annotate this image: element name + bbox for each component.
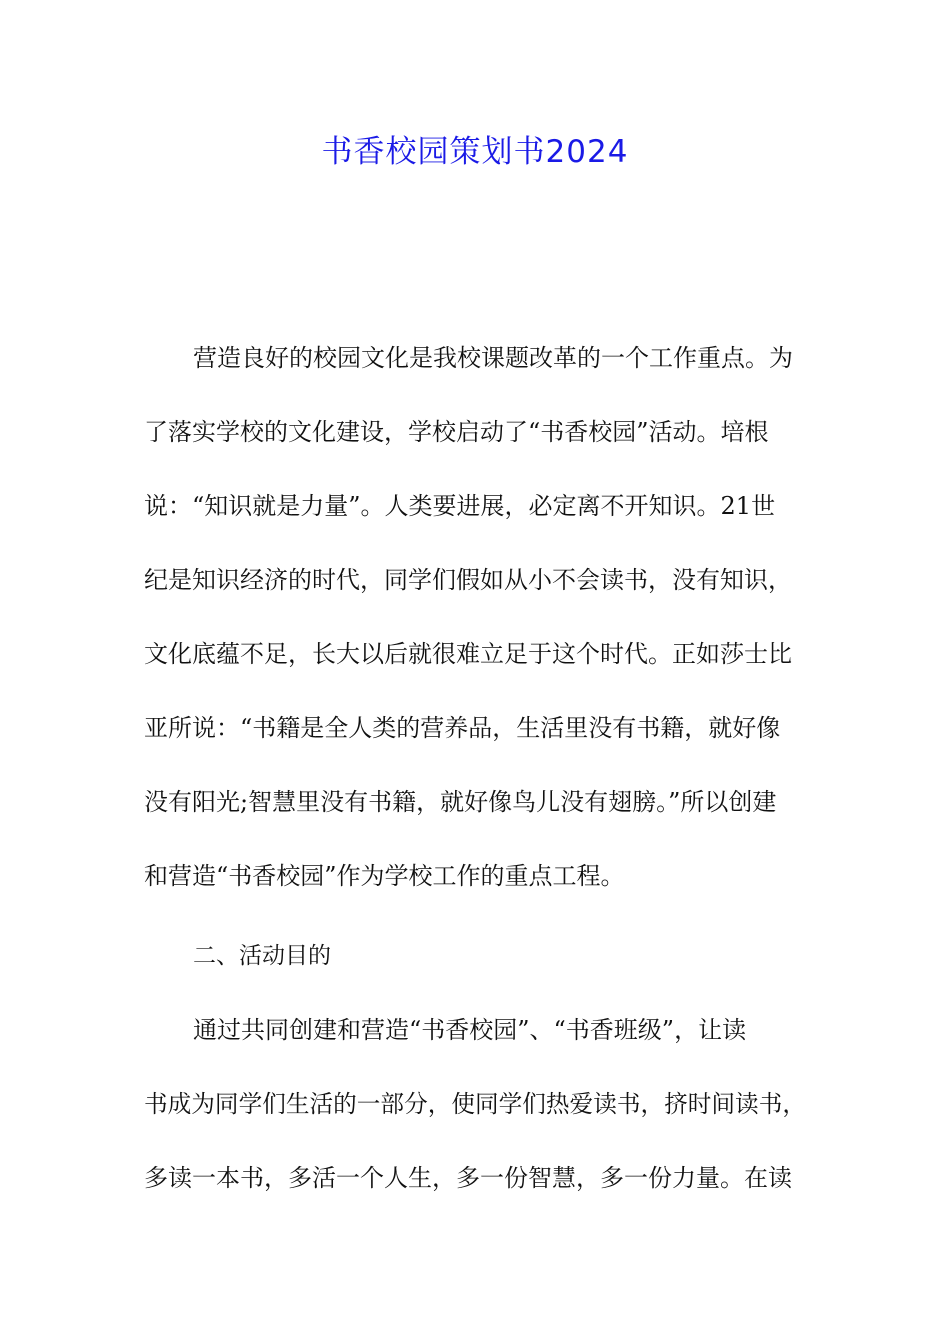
paragraph-line: 文化底蕴不足，长大以后就很难立足于这个时代。正如莎士比 <box>144 640 792 668</box>
paragraph-line: 多读一本书，多活一个人生，多一份智慧，多一份力量。在读 <box>144 1164 792 1192</box>
paragraph-line: 和营造“书香校园”作为学校工作的重点工程。 <box>144 862 625 890</box>
paragraph-line: 说：“知识就是力量”。人类要进展，必定离不开知识。21世 <box>144 492 776 520</box>
paragraph-line: 了落实学校的文化建设，学校启动了“书香校园”活动。培根 <box>144 418 769 446</box>
section-heading: 二、活动目的 <box>193 943 331 969</box>
paragraph-line: 亚所说：“书籍是全人类的营养品，生活里没有书籍，就好像 <box>144 714 781 742</box>
paragraph-line: 营造良好的校园文化是我校课题改革的一个工作重点。为 <box>193 344 793 372</box>
paragraph-line: 书成为同学们生活的一部分，使同学们热爱读书，挤时间读书， <box>144 1090 806 1118</box>
paragraph-line: 没有阳光;智慧里没有书籍，就好像鸟儿没有翅膀。”所以创建 <box>144 788 777 816</box>
document-title: 书香校园策划书2024 <box>321 134 629 170</box>
paragraph-line: 通过共同创建和营造“书香校园”、“书香班级”，让读 <box>193 1016 747 1044</box>
paragraph-line: 纪是知识经济的时代，同学们假如从小不会读书，没有知识， <box>144 566 792 594</box>
